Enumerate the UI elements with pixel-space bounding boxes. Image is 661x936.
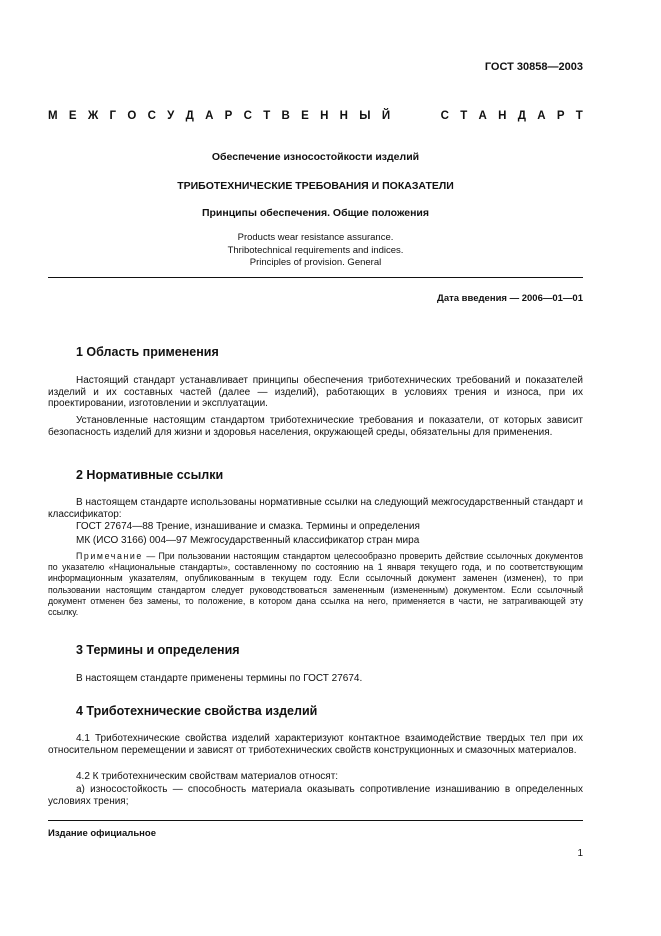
banner-letter: А [478, 110, 487, 122]
section-2-note: Примечание — При пользовании настоящим стандартом целесообразно проверить действие ссылочных документов по указателю «Национальные стандарты», составленному по состоянию на 1 января текущего года, и по соответствующим информационным указателям, опубликованным в текущем году. Если ссылочный документ заменен (изменен), то при пользовании настоящим стандартом следует руководствоваться замененным (измененным) документом. Если ссылочный документ отменен без замены, то положение, в котором дана ссылка на него, применяется в части, не затрагивающей эту ссылку. [48, 551, 583, 618]
banner-letter: А [205, 110, 214, 122]
english-title-line: Thribotechnical requirements and indices. [227, 244, 404, 256]
page-number: 1 [577, 848, 583, 859]
section-4-paragraph-1: 4.1 Триботехнические свойства изделий характеризуют контактное взаимодействие твердых тел при их относительном перемещении и зависят от триботехнических свойств конструкционных и смазочных материалов. [48, 733, 583, 756]
english-title [48, 232, 583, 270]
banner-letter: Д [185, 110, 194, 122]
section-3-paragraph-1: В настоящем стандарте применены термины по ГОСТ 27674. [76, 673, 363, 684]
banner-letter: О [127, 110, 137, 122]
banner-letter: Р [224, 110, 233, 122]
reference-gost-27674: ГОСТ 27674—88 Трение, изнашивание и смазка. Термины и определения [76, 521, 420, 532]
banner-letter: Ы [359, 110, 371, 122]
banner-letter: С [147, 110, 156, 122]
banner-letter: Н [498, 110, 507, 122]
banner-letter: А [537, 110, 546, 122]
banner-letter: С [243, 110, 252, 122]
section-1-paragraph-1: Настоящий стандарт устанавливает принципы обеспечения триботехнических требований и показателей изделий и их составных частей (далее — изделий), работающих в условиях трения и износа, при их проектировании, изготовлении и эксплуатации. [48, 375, 583, 410]
banner-letter: В [281, 110, 290, 122]
interstate-standard-banner [48, 110, 583, 122]
banner-word-gap [401, 110, 429, 122]
banner-letter: У [167, 110, 175, 122]
banner-letter: Е [301, 110, 309, 122]
title-line-3: Принципы обеспечения. Общие положения [201, 207, 430, 219]
banner-letter: Р [556, 110, 565, 122]
section-2-heading: 2 Нормативные ссылки [76, 468, 224, 482]
section-4-paragraph-3: а) износостойкость — способность материала оказывать сопротивление изнашиванию в определенных условиях трения; [48, 784, 583, 807]
banner-letter: Ж [87, 110, 99, 122]
banner-letter: Г [109, 110, 117, 122]
banner-letter: Н [339, 110, 348, 122]
introduction-date: Дата введения — 2006—01—01 [437, 293, 583, 304]
section-1-paragraph-2: Установленные настоящим стандартом триботехнические требования и показатели, от которых зависит безопасность изделий для жизни и здоровья населения, окружающей среды, обязательны для применения. [48, 415, 583, 438]
section-4-paragraph-2: 4.2 К триботехническим свойствам материалов относят: [76, 771, 339, 782]
title-line-1: Обеспечение износостойкости изделий [211, 151, 420, 163]
banner-letter: Т [575, 110, 583, 122]
note-label: Примечание [76, 551, 143, 561]
title-line-2: ТРИБОТЕХНИЧЕСКИЕ ТРЕБОВАНИЯ И ПОКАЗАТЕЛИ [177, 180, 454, 192]
banner-letter: Т [263, 110, 271, 122]
banner-letter: С [440, 110, 449, 122]
banner-letter: Й [381, 110, 391, 122]
section-3-heading: 3 Термины и определения [76, 643, 240, 657]
section-4-heading: 4 Триботехнические свойства изделий [76, 704, 318, 718]
banner-letter: Е [68, 110, 77, 122]
reference-mk-iso-3166: МК (ИСО 3166) 004—97 Межгосударственный классификатор стран мира [76, 535, 420, 546]
title-divider [48, 277, 583, 278]
banner-letter: Д [517, 110, 526, 122]
footer-divider [48, 820, 583, 821]
english-title-line: Products wear resistance assurance. [237, 232, 394, 243]
standard-code: ГОСТ 30858—2003 [484, 61, 583, 73]
banner-letter: Т [460, 110, 468, 122]
english-title-line: Principles of provision. General [249, 257, 382, 268]
section-2-paragraph-1: В настоящем стандарте использованы нормативные ссылки на следующий межгосударственный стандарт и классификатор: [48, 497, 583, 520]
official-edition-label: Издание официальное [48, 828, 156, 839]
banner-letter: М [48, 110, 58, 122]
section-1-heading: 1 Область применения [76, 345, 219, 359]
banner-letter: Н [320, 110, 329, 122]
